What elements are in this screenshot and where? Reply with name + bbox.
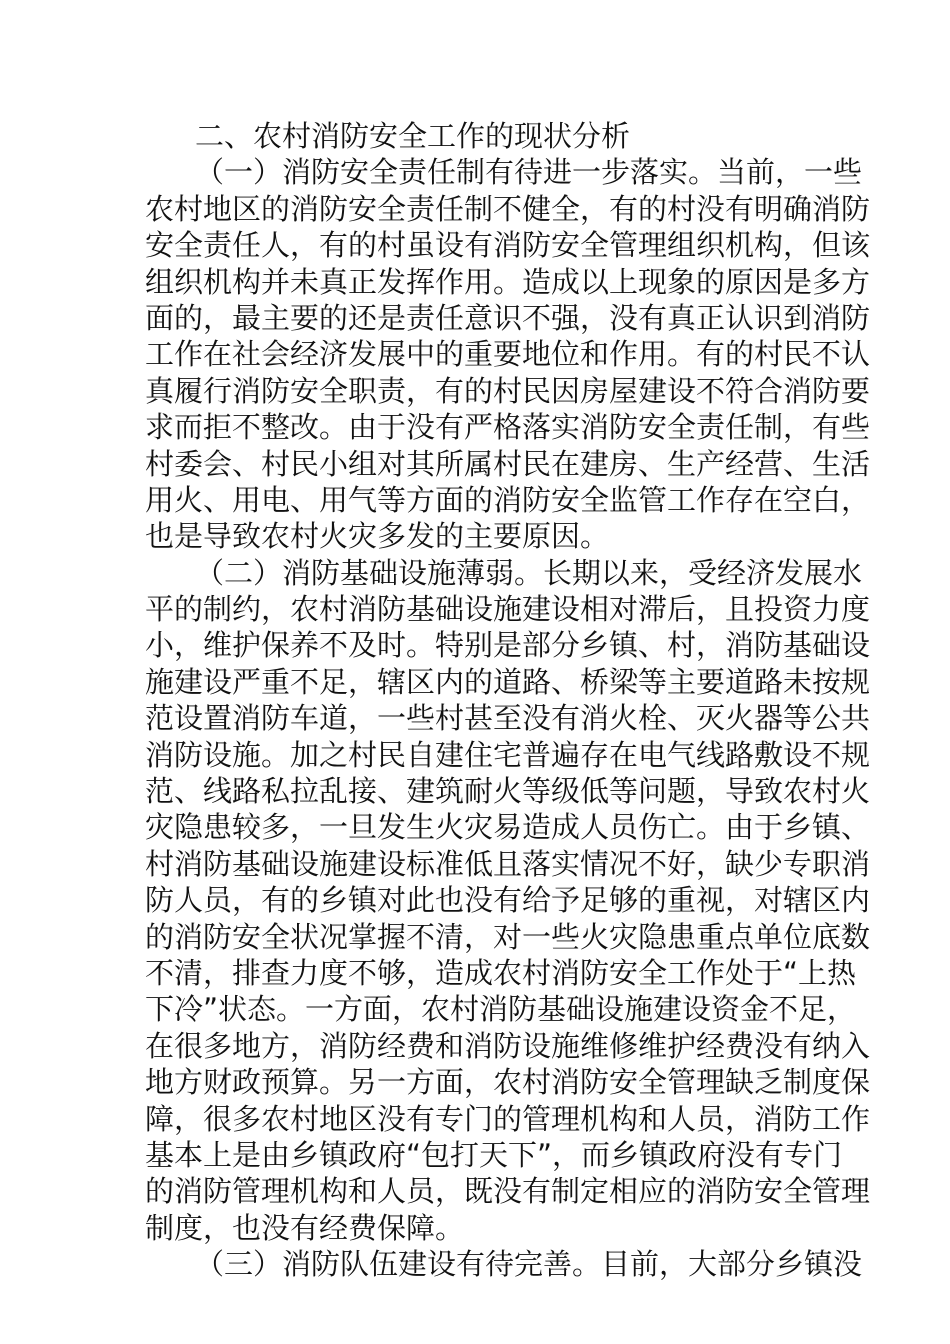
- text-line: 消防设施。加之村民自建住宅普遍存在电气线路敷设不规: [145, 737, 871, 772]
- text-line: 工作在社会经济发展中的重要地位和作用。有的村民不认: [145, 337, 871, 372]
- text-line: （一）消防安全责任制有待进一步落实。当前，一些: [195, 155, 863, 190]
- text-line: 平的制约，农村消防基础设施建设相对滞后，且投资力度: [145, 592, 871, 627]
- text-line: 范、线路私拉乱接、建筑耐火等级低等问题，导致农村火: [145, 774, 871, 809]
- text-line: 也是导致农村火灾多发的主要原因。: [145, 519, 610, 554]
- text-line: 下冷”状态。一方面，农村消防基础设施建设资金不足，: [145, 992, 857, 1027]
- text-line: 面的，最主要的还是责任意识不强，没有真正认识到消防: [145, 300, 871, 335]
- text-line: 村委会、村民小组对其所属村民在建房、生产经营、生活: [145, 446, 871, 481]
- text-line: 障，很多农村地区没有专门的管理机构和人员，消防工作: [145, 1101, 871, 1136]
- text-line: 用火、用电、用气等方面的消防安全监管工作存在空白，: [145, 482, 871, 517]
- text-line: 二、农村消防安全工作的现状分析: [195, 119, 631, 153]
- text-line: 村消防基础设施建设标准低且落实情况不好，缺少专职消: [145, 846, 871, 881]
- text-line: 不清，排查力度不够，造成农村消防安全工作处于“上热: [145, 955, 857, 990]
- text-line: 施建设严重不足，辖区内的道路、桥梁等主要道路未按规: [145, 664, 871, 699]
- text-line: 的消防管理机构和人员，既没有制定相应的消防安全管理: [145, 1174, 871, 1209]
- text-line: 在很多地方，消防经费和消防设施维修维护经费没有纳入: [145, 1028, 871, 1063]
- text-line: 灾隐患较多，一旦发生火灾易造成人员伤亡。由于乡镇、: [145, 810, 871, 845]
- text-line: 基本上是由乡镇政府“包打天下”，而乡镇政府没有专门: [145, 1137, 843, 1172]
- text-line: 制度，也没有经费保障。: [145, 1210, 465, 1245]
- text-line: 组织机构并未真正发挥作用。造成以上现象的原因是多方: [145, 264, 871, 299]
- text-line: 范设置消防车道，一些村甚至没有消火栓、灭火器等公共: [145, 701, 871, 736]
- text-line: 真履行消防安全职责，有的村民因房屋建设不符合消防要: [145, 373, 871, 408]
- text-line: 地方财政预算。另一方面，农村消防安全管理缺乏制度保: [145, 1065, 871, 1100]
- text-line: 防人员，有的乡镇对此也没有给予足够的重视，对辖区内: [145, 883, 871, 918]
- document-body: [145, 118, 871, 1283]
- text-line: 农村地区的消防安全责任制不健全，有的村没有明确消防: [145, 191, 871, 226]
- text-line: 小，维护保养不及时。特别是部分乡镇、村，消防基础设: [145, 628, 871, 663]
- text-line: （三）消防队伍建设有待完善。目前，大部分乡镇没: [195, 1247, 863, 1282]
- text-line: （二）消防基础设施薄弱。长期以来，受经济发展水: [195, 555, 863, 590]
- text-line: 的消防安全状况掌握不清，对一些火灾隐患重点单位底数: [145, 919, 871, 954]
- text-line: 求而拒不整改。由于没有严格落实消防安全责任制，有些: [145, 410, 871, 445]
- text-line: 安全责任人，有的村虽设有消防安全管理组织机构，但该: [145, 228, 871, 263]
